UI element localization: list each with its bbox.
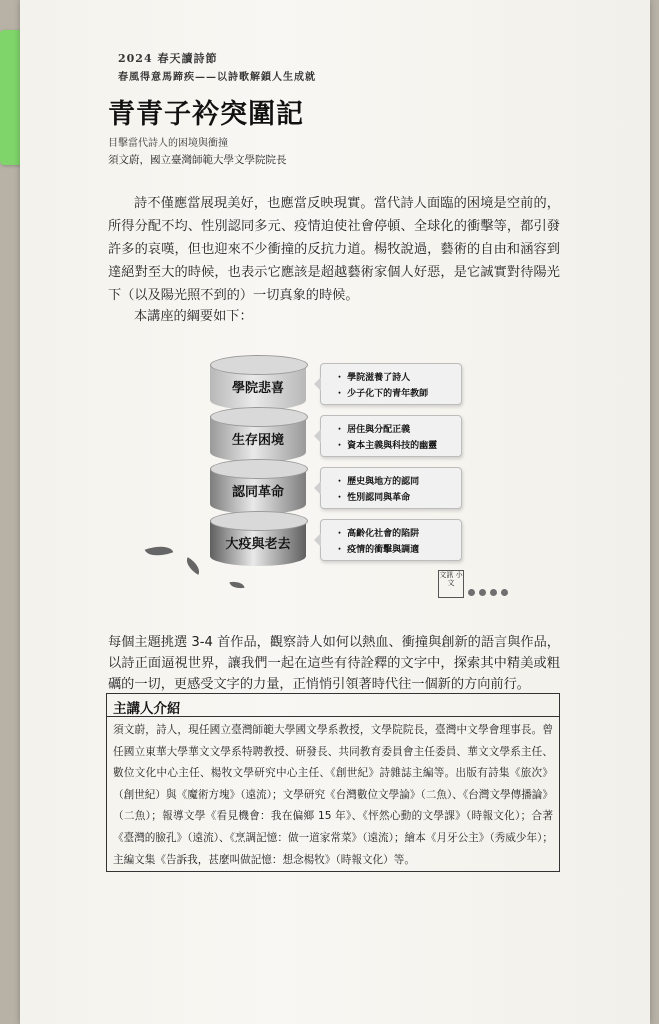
arrow-icon	[314, 481, 321, 495]
dot-icon	[479, 589, 486, 596]
dot-icon	[490, 589, 497, 596]
arrow-icon	[314, 377, 321, 391]
speaker-bio: 須文蔚，詩人，現任國立臺灣師範大學國文學系教授，文學院院長，臺灣中文學會理事長。曾任國立東華大學華文文學系特聘教授、研發長、共同教育委員會主任委員、華文文學系主任、數位文化中心主任、楊牧文學研究中心主任、《創世紀》詩雜誌主編等。出版有詩集《旅次》（創世紀）與《魔術方塊》（遠流）；文學研究《台灣數位文學論》（二魚）、《台灣文學傳播論》（二魚）；報導文學《看見機會：我在偏鄉 15 年》、《怦然心動的文學課》（時報文化）；合著《臺灣的臉孔》（遠流）、《烹調記憶：做一道家常菜》（遠流）；繪本《月牙公主》（秀威少年）；主編文集《告訴我，甚麼叫做記憶：想念楊牧》（時報文化）等。	[113, 724, 553, 866]
leaf-icon	[183, 557, 204, 575]
speaker-divider	[107, 716, 559, 717]
topic-item: ・ 性別認同與革命	[335, 493, 411, 503]
tier-topics-box	[320, 467, 462, 509]
arrow-icon	[314, 533, 321, 547]
tier-topics-box	[320, 363, 462, 405]
pagination-dots	[468, 581, 512, 600]
arrow-icon	[314, 429, 321, 443]
tier-label: 學院悲喜	[231, 381, 284, 396]
author-line: 須文蔚，國立臺灣師範大學文學院院長	[108, 154, 287, 166]
outline-diagram	[140, 345, 520, 605]
tier-cap	[210, 459, 308, 479]
dot-icon	[501, 589, 508, 596]
topic-item: ・ 高齡化社會的陷阱	[335, 529, 420, 539]
topic-item: ・ 歷史與地方的認同	[335, 477, 420, 487]
body-paragraph: 每個主題挑選 3-4 首作品，觀察詩人如何以熱血、衝撞與創新的語言與作品，以詩正面逼視世界，讓我們一起在這些有待詮釋的文字中，探索其中精美或粗礪的一切，更感受文字的力量，正悄悄引領著時代往一個新的方向前行。	[108, 635, 560, 692]
speaker-heading: 主講人介紹	[113, 701, 181, 717]
tier-topics-box	[320, 415, 462, 457]
topic-item: ・ 學院滋養了詩人	[335, 373, 411, 383]
tier-topics-box	[320, 519, 462, 561]
topic-item: ・ 疫情的衝擊與調適	[335, 545, 420, 555]
intro-paragraph: 詩不僅應當展現美好，也應當反映現實。當代詩人面臨的困境是空前的，所得分配不均、性別認同多元、疫情迫使社會停頓、全球化的衝擊等，都引發許多的哀嘆，但也迎來不少衝撞的反抗力道。楊牧說過，藝術的自由和涵容到達絕對至大的時候，也表示它應該是超越藝術家個人好惡，是它誠實對待陽光下（以及陽光照不到的）一切真象的時候。	[108, 196, 560, 303]
outline-label: 本講座的綱要如下：	[134, 309, 253, 324]
festival-theme: 春風得意馬蹄疾——以詩歌解鎖人生成就	[118, 72, 316, 83]
tier-label: 大疫與老去	[225, 537, 291, 552]
leaf-icon	[229, 580, 244, 590]
tier-cap	[210, 511, 308, 531]
festival-name: 2024 春天讀詩節	[118, 52, 218, 65]
topic-item: ・ 資本主義與科技的幽靈	[335, 441, 438, 451]
speaker-box	[106, 693, 560, 872]
tier-label: 生存困境	[231, 433, 284, 448]
tier-cap	[210, 407, 308, 427]
topic-item: ・ 少子化下的青年教師	[335, 389, 429, 399]
publisher-stamp: 文訊 小文	[438, 570, 464, 598]
page-title: 青青子衿突圍記	[108, 99, 304, 130]
tier-label: 認同革命	[231, 485, 284, 500]
leaf-icon	[145, 541, 174, 561]
tier-cap	[210, 355, 308, 375]
dot-icon	[468, 589, 475, 596]
page-subtitle: 目擊當代詩人的困境與衝撞	[108, 138, 228, 149]
topic-item: ・ 居住與分配正義	[335, 425, 411, 435]
